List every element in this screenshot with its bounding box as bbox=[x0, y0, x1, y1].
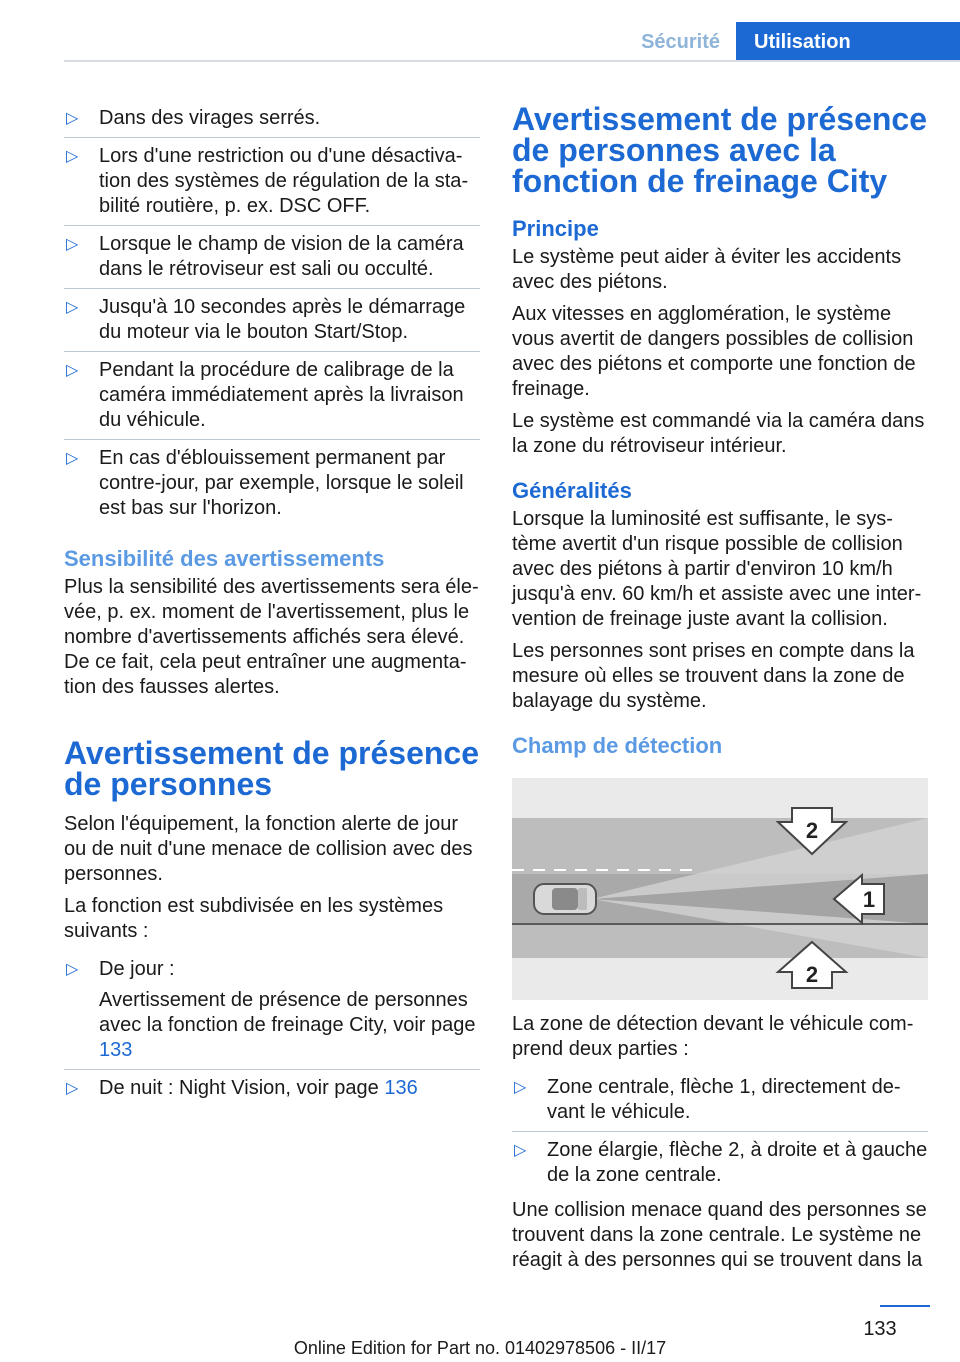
subtext: Avertissement de présence de personnes avec la fonction de freinage City, voir page bbox=[99, 989, 476, 1036]
list-item bbox=[64, 951, 480, 1069]
list-item-text: Lorsque le champ de vision de la caméra dans le rétroviseur est sali ou occulté. bbox=[99, 233, 464, 280]
list-item bbox=[64, 137, 480, 225]
list-item-text: De jour : bbox=[99, 958, 175, 980]
triangle-bullet-icon: ▷ bbox=[66, 362, 79, 379]
triangle-bullet-icon: ▷ bbox=[66, 450, 79, 467]
triangle-bullet-icon: ▷ bbox=[66, 236, 79, 253]
principle-p1: Le système peut aider à éviter les accidents avec des piétons. bbox=[512, 246, 902, 293]
general-p2: Les personnes sont prises en compte dans la mesure où elles se trouvent dans la zone de balayage du système. bbox=[512, 640, 915, 712]
header-active-tab[interactable]: Utilisation bbox=[736, 22, 960, 60]
list-item-text: De nuit : Night Vision, voir page bbox=[99, 1077, 385, 1099]
arrow-bottom-label: 2 bbox=[805, 962, 819, 987]
triangle-bullet-icon: ▷ bbox=[514, 1079, 527, 1096]
field-p2: Une collision menace quand des personnes se trouvent dans la zone centrale. Le système ne réagit à des personnes qui se trouvent dans la bbox=[512, 1199, 927, 1271]
right-column bbox=[512, 100, 928, 1280]
triangle-bullet-icon: ▷ bbox=[66, 961, 79, 978]
persons-heading: Avertissement de présence de personnes bbox=[64, 735, 480, 802]
arrow-top-label: 2 bbox=[805, 818, 819, 843]
list-item-text: Dans des virages serrés. bbox=[99, 107, 321, 129]
list-item bbox=[64, 225, 480, 288]
triangle-bullet-icon: ▷ bbox=[66, 1080, 79, 1097]
persons-intro: Selon l'équipement, la fonction alerte de jour ou de nuit d'une menace de collision avec des personnes. bbox=[64, 813, 473, 885]
list-item-subtext bbox=[99, 988, 480, 1063]
list-item-text: Zone centrale, flèche 1, directement devant le véhicule. bbox=[547, 1076, 901, 1123]
header-divider bbox=[64, 60, 960, 62]
detection-field-figure bbox=[512, 778, 928, 1000]
left-column bbox=[64, 100, 480, 1107]
list-item bbox=[64, 288, 480, 351]
list-item-text: Zone élargie, flèche 2, à droite et à gauche de la zone centrale. bbox=[547, 1139, 928, 1186]
triangle-bullet-icon: ▷ bbox=[66, 299, 79, 316]
list-item-text: En cas d'éblouissement permanent par contre-jour, par exemple, lorsque le soleil est bas sur l'horizon. bbox=[99, 447, 464, 519]
list-item-text: Jusqu'à 10 secondes après le démarrage du moteur via le bouton Start/Stop. bbox=[99, 296, 466, 343]
page-number: 133 bbox=[863, 1318, 897, 1340]
triangle-bullet-icon: ▷ bbox=[514, 1142, 527, 1159]
page-link[interactable]: 136 bbox=[384, 1077, 418, 1099]
footer-rule bbox=[880, 1305, 930, 1307]
field-p1: La zone de détection devant le véhicule comprend deux parties : bbox=[512, 1013, 914, 1060]
systems-list bbox=[64, 951, 480, 1107]
header-section-tab[interactable]: Sécurité bbox=[641, 31, 720, 53]
list-item-text: Pendant la procédure de calibrage de la caméra immédiatement après la livraison du véhicule. bbox=[99, 359, 464, 431]
sensitivity-text: Plus la sensibilité des avertissements sera élevée, p. ex. moment de l'avertissement, plus le nombre d'avertissements affichés sera élevé. De ce fait, cela peut entraîner une augmentation des fausses alertes. bbox=[64, 576, 479, 698]
principle-p2: Aux vitesses en agglomération, le système vous avertit de dangers possibles de collision avec des piétons et comporte une fonction de freinage. bbox=[512, 303, 916, 400]
general-p1: Lorsque la luminosité est suffisante, le système avertit d'un risque possible de collision avec des piétons à partir d'environ 10 km/h jusqu'à env. 60 km/h et assiste avec une intervention de freinage juste avant la collision. bbox=[512, 508, 922, 630]
list-item bbox=[512, 1069, 928, 1131]
list-item bbox=[64, 351, 480, 439]
arrow-center-label: 1 bbox=[862, 887, 876, 912]
list-item bbox=[64, 439, 480, 527]
field-heading: Champ de détection bbox=[512, 733, 723, 758]
edition-footer: Online Edition for Part no. 01402978506 - II/17 bbox=[293, 1338, 667, 1358]
persons-systems-intro: La fonction est subdivisée en les systèmes suivants : bbox=[64, 895, 444, 942]
page-link[interactable]: 133 bbox=[99, 1039, 133, 1061]
principle-heading: Principe bbox=[512, 216, 599, 241]
main-heading: Avertissement de présence de personnes avec la fonction de freinage City bbox=[512, 101, 928, 199]
triangle-bullet-icon: ▷ bbox=[66, 110, 79, 127]
principle-p3: Le système est commandé via la caméra dans la zone du rétroviseur intérieur. bbox=[512, 410, 925, 457]
triangle-bullet-icon: ▷ bbox=[66, 148, 79, 165]
general-heading: Généralités bbox=[512, 478, 632, 503]
conditions-list bbox=[64, 100, 480, 527]
list-item bbox=[512, 1131, 928, 1194]
list-item-text: Lors d'une restriction ou d'une désactivation des systèmes de régulation de la stabilité routière, p. ex. DSC OFF. bbox=[99, 145, 469, 217]
car-icon bbox=[534, 884, 596, 914]
list-item bbox=[64, 100, 480, 137]
zones-list bbox=[512, 1069, 928, 1194]
sensitivity-heading: Sensibilité des avertissements bbox=[64, 546, 385, 571]
list-item bbox=[64, 1069, 480, 1107]
